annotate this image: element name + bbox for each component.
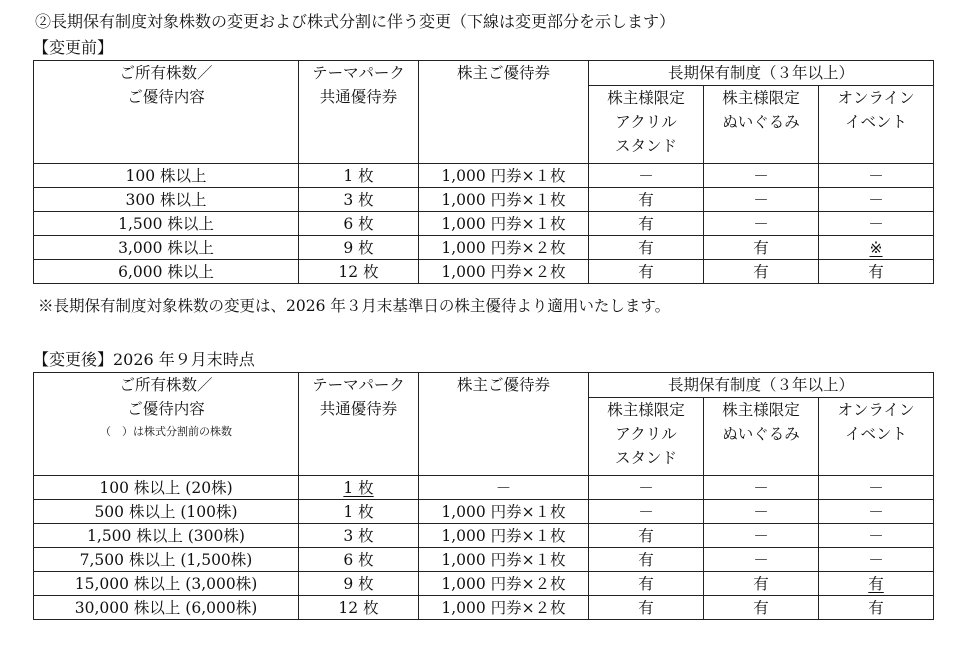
table-cell: －	[704, 524, 819, 548]
longterm-header: 長期保有制度（３年以上）	[589, 61, 934, 86]
table-cell: 有	[704, 572, 819, 596]
table-cell: 100 株以上	[34, 164, 299, 188]
table-cell: －	[819, 164, 934, 188]
before-table	[33, 60, 934, 284]
online-header: オンライン イベント	[819, 86, 934, 164]
table-cell: 30,000 株以上 (6,000株)	[34, 596, 299, 620]
table-cell: －	[819, 188, 934, 212]
table-cell: 3 枚	[299, 524, 419, 548]
table-cell: 7,500 株以上 (1,500株)	[34, 548, 299, 572]
table-cell: 有	[704, 260, 819, 284]
table-cell: 1 枚	[299, 500, 419, 524]
table-row	[34, 260, 934, 284]
table-cell: －	[819, 500, 934, 524]
table-cell: 1,000 円券×１枚	[419, 524, 589, 548]
table-cell: －	[704, 500, 819, 524]
table-cell: －	[819, 548, 934, 572]
longterm-header: 長期保有制度（３年以上）	[589, 373, 934, 398]
table-cell: －	[704, 212, 819, 236]
table-cell: －	[704, 476, 819, 500]
table-cell: －	[589, 500, 704, 524]
table-cell: 1,000 円券×１枚	[419, 188, 589, 212]
table-cell: 有	[589, 212, 704, 236]
table-cell: －	[704, 164, 819, 188]
table-cell: －	[419, 476, 589, 500]
table-row	[34, 572, 934, 596]
table-cell: －	[819, 524, 934, 548]
before-label: 【変更前】	[33, 38, 114, 57]
table-cell: 有	[589, 524, 704, 548]
table-cell: 有	[589, 188, 704, 212]
table-cell: －	[704, 548, 819, 572]
table-cell: 1 枚	[299, 164, 419, 188]
table-cell: 3 枚	[299, 188, 419, 212]
changed-value: 1 枚	[343, 478, 374, 497]
table-cell: 有	[589, 260, 704, 284]
table-cell: 1,000 円券×１枚	[419, 500, 589, 524]
holdings-header: ご所有株数／ ご優待内容 （ ）は株式分割前の株数	[34, 373, 299, 476]
table-cell: 有	[589, 548, 704, 572]
table-cell: －	[819, 212, 934, 236]
plush-header: 株主様限定 ぬいぐるみ	[704, 398, 819, 476]
table-cell: 1,000 円券×１枚	[419, 548, 589, 572]
table-cell: 100 株以上 (20株)	[34, 476, 299, 500]
table-cell: 1,000 円券×２枚	[419, 572, 589, 596]
table-row	[34, 476, 934, 500]
themepark-header: テーマパーク 共通優待券	[299, 61, 419, 164]
table-cell: 6 枚	[299, 212, 419, 236]
table-cell: 9 枚	[299, 572, 419, 596]
table-cell: 6,000 株以上	[34, 260, 299, 284]
voucher-header: 株主ご優待券	[419, 373, 589, 476]
table-row	[34, 164, 934, 188]
table-cell: 1,000 円券×１枚	[419, 212, 589, 236]
table-cell: 1,000 円券×１枚	[419, 164, 589, 188]
table-cell: 有	[589, 572, 704, 596]
table-cell: 有	[704, 596, 819, 620]
after-label: 【変更後】2026 年９月末時点	[33, 350, 255, 369]
table-cell: －	[819, 476, 934, 500]
table-row	[34, 596, 934, 620]
holdings-header: ご所有株数／ ご優待内容	[34, 61, 299, 164]
table-cell: －	[589, 164, 704, 188]
table-cell: 1,500 株以上 (300株)	[34, 524, 299, 548]
table-cell: 9 枚	[299, 236, 419, 260]
table-cell: 1,000 円券×２枚	[419, 260, 589, 284]
section-heading: ②長期保有制度対象株数の変更および株式分割に伴う変更（下線は変更部分を示します）	[35, 12, 676, 31]
table-row	[34, 548, 934, 572]
table-row	[34, 236, 934, 260]
table-row	[34, 500, 934, 524]
table-cell	[819, 572, 934, 596]
table-cell: 1,000 円券×２枚	[419, 236, 589, 260]
table-cell: －	[589, 476, 704, 500]
table-cell: 300 株以上	[34, 188, 299, 212]
table-cell	[299, 476, 419, 500]
table-cell: 有	[819, 260, 934, 284]
changed-value: 有	[868, 574, 884, 593]
table-cell: －	[704, 188, 819, 212]
table-cell: 有	[589, 236, 704, 260]
table-cell: 1,000 円券×２枚	[419, 596, 589, 620]
table-cell: 12 枚	[299, 596, 419, 620]
acrylic-header: 株主様限定 アクリル スタンド	[589, 86, 704, 164]
table-cell: 500 株以上 (100株)	[34, 500, 299, 524]
table-cell: 15,000 株以上 (3,000株)	[34, 572, 299, 596]
table-row	[34, 188, 934, 212]
plush-header: 株主様限定 ぬいぐるみ	[704, 86, 819, 164]
changed-value: ※	[869, 238, 883, 257]
after-table	[33, 372, 934, 620]
table-row	[34, 212, 934, 236]
table-cell: 1,500 株以上	[34, 212, 299, 236]
acrylic-header: 株主様限定 アクリル スタンド	[589, 398, 704, 476]
table-cell: 有	[589, 596, 704, 620]
table-cell: 有	[704, 236, 819, 260]
table-cell: 3,000 株以上	[34, 236, 299, 260]
online-header: オンライン イベント	[819, 398, 934, 476]
table-cell: 6 枚	[299, 548, 419, 572]
voucher-header: 株主ご優待券	[419, 61, 589, 164]
themepark-header: テーマパーク 共通優待券	[299, 373, 419, 476]
table-cell	[819, 236, 934, 260]
table-cell: 12 枚	[299, 260, 419, 284]
footnote: ※長期保有制度対象株数の変更は、2026 年３月末基準日の株主優待より適用いたします。	[38, 297, 671, 315]
table-row	[34, 524, 934, 548]
table-cell: 有	[819, 596, 934, 620]
